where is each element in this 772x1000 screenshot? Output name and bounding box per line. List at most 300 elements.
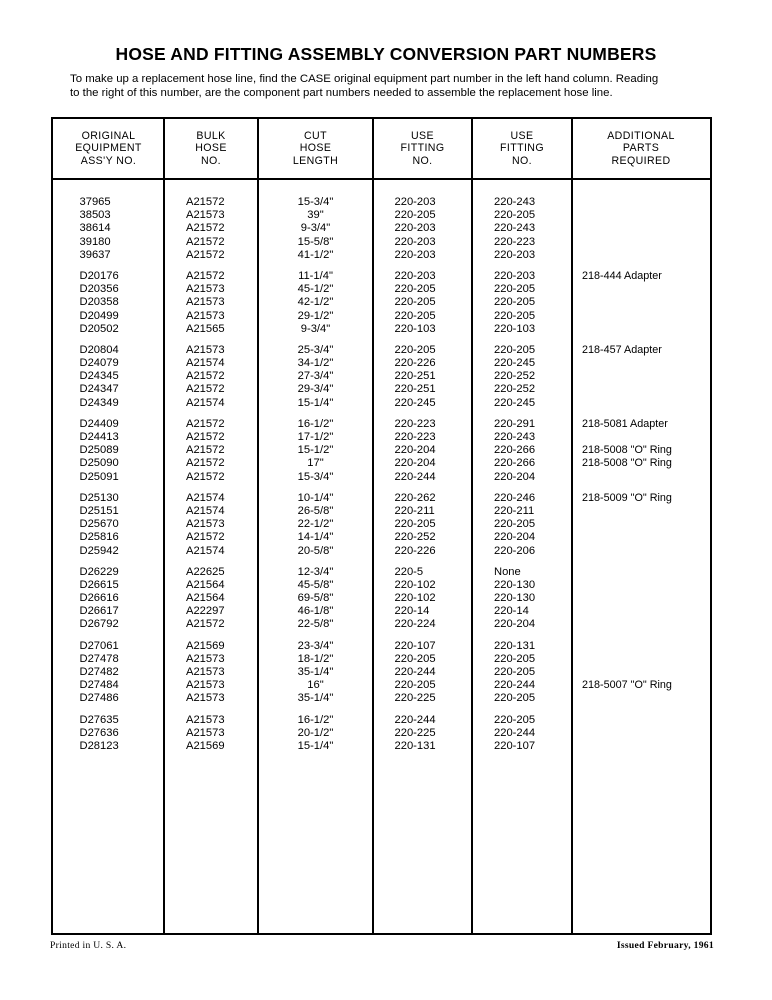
table-cell-additional-parts	[572, 640, 710, 653]
table-cell-use-fitting-2	[472, 283, 572, 296]
table-cell-additional-parts	[572, 344, 710, 357]
cell-value: D28123	[79, 739, 119, 752]
table-cell-bulk-hose	[164, 740, 258, 753]
column-header-additional-parts	[572, 119, 710, 178]
table-cell-use-fitting-1	[373, 505, 472, 518]
cell-value: A21574	[186, 357, 225, 370]
row-group	[164, 196, 258, 262]
cell-value: A21573	[186, 343, 225, 356]
row-group	[373, 566, 472, 632]
table-cell-original-equipment	[53, 310, 164, 323]
row-group	[572, 418, 710, 484]
table-cell-use-fitting-1	[373, 618, 472, 631]
cell-value: 39637	[79, 248, 111, 261]
cell-value: 220-225	[394, 692, 436, 705]
column-top-padding	[472, 180, 572, 196]
table-cell-cut-hose-length	[258, 640, 373, 653]
cell-value: A21572	[186, 248, 225, 261]
column-rule	[571, 119, 573, 933]
table-cell-bulk-hose	[164, 653, 258, 666]
cell-value: 220-205	[394, 283, 436, 296]
cell-value: D26617	[79, 605, 119, 618]
column-header-line: ASS'Y NO.	[80, 154, 137, 167]
table-cell-cut-hose-length	[258, 249, 373, 262]
column-header-line: FITTING	[500, 142, 544, 155]
table-cell-cut-hose-length	[258, 209, 373, 222]
cell-value: 22-1/2"	[297, 518, 334, 531]
cell-value: A21572	[186, 431, 225, 443]
table-cell-original-equipment	[53, 383, 164, 396]
row-group	[472, 492, 572, 558]
cell-value: D27635	[79, 713, 119, 726]
table-cell-bulk-hose	[164, 679, 258, 692]
table-cell-additional-parts	[572, 196, 710, 209]
cell-value: 45-5/8"	[297, 578, 334, 591]
table-cell-cut-hose-length	[258, 545, 373, 558]
cell-value: 15-1/4"	[297, 396, 334, 409]
column-header-line: EQUIPMENT	[75, 142, 142, 155]
column-additional-parts	[572, 180, 710, 933]
table-cell-additional-parts	[572, 383, 710, 396]
table-cell-additional-parts	[572, 397, 710, 410]
table-cell-original-equipment	[53, 471, 164, 484]
cell-value: 220-223	[394, 417, 436, 430]
row-group	[53, 344, 164, 410]
cell-value: 220-5	[394, 565, 424, 578]
table-cell-additional-parts	[572, 492, 710, 505]
cell-value: 39"	[307, 209, 324, 222]
row-group	[164, 714, 258, 754]
table-cell-cut-hose-length	[258, 740, 373, 753]
table-cell-use-fitting-2	[472, 666, 572, 679]
table-cell-use-fitting-2	[472, 357, 572, 370]
column-top-padding	[572, 180, 710, 196]
cell-value: 42-1/2"	[297, 296, 334, 309]
cell-value: A21573	[186, 679, 225, 692]
cell-value: D25130	[79, 491, 119, 504]
table-cell-cut-hose-length	[258, 566, 373, 579]
table-cell-use-fitting-2	[472, 457, 572, 470]
column-header-line: CUT	[304, 129, 327, 142]
row-group	[53, 270, 164, 336]
column-header-original-equipment	[53, 119, 164, 178]
cell-value: 11-1/4"	[298, 269, 333, 282]
column-header-line: PARTS	[622, 142, 660, 155]
cell-value: None	[494, 565, 521, 578]
column-header-line: ADDITIONAL	[607, 129, 675, 142]
cell-value: 220-103	[494, 322, 536, 335]
cell-value: 220-205	[394, 309, 436, 322]
table-cell-use-fitting-2	[472, 505, 572, 518]
table-cell-use-fitting-1	[373, 518, 472, 531]
cell-value: 218-444 Adapter	[582, 269, 662, 282]
row-group	[572, 196, 710, 262]
cell-value: 220-205	[494, 309, 536, 322]
table-cell-use-fitting-2	[472, 209, 572, 222]
table-cell-cut-hose-length	[258, 196, 373, 209]
column-header-line: BULK	[196, 129, 226, 142]
cell-value: 17-1/2"	[297, 431, 334, 443]
row-group	[53, 196, 164, 262]
cell-value: A21572	[186, 531, 225, 544]
cell-value: 220-130	[494, 592, 536, 605]
table-cell-bulk-hose	[164, 692, 258, 705]
cell-value: D26229	[79, 565, 119, 578]
table-cell-use-fitting-2	[472, 714, 572, 727]
cell-value: A21574	[186, 504, 225, 517]
table-cell-additional-parts	[572, 618, 710, 631]
cell-value: D25816	[79, 531, 119, 544]
column-rule	[372, 119, 374, 933]
table-cell-additional-parts	[572, 457, 710, 470]
table-cell-original-equipment	[53, 323, 164, 336]
row-group	[472, 418, 572, 484]
column-cut-hose-length	[258, 180, 373, 933]
cell-value: 38503	[79, 209, 111, 222]
table-cell-use-fitting-1	[373, 714, 472, 727]
cell-value: A21572	[186, 370, 225, 383]
table-cell-bulk-hose	[164, 592, 258, 605]
table-cell-cut-hose-length	[258, 431, 373, 444]
cell-value: D26792	[79, 618, 119, 631]
column-header-line: FITTING	[400, 142, 445, 155]
row-group	[373, 640, 472, 706]
column-rule	[257, 119, 259, 933]
cell-value: 45-1/2"	[297, 283, 334, 296]
cell-value: D25151	[79, 504, 119, 517]
cell-value: 16-1/2"	[297, 713, 334, 726]
table-cell-use-fitting-2	[472, 323, 572, 336]
cell-value: 218-5009 "O" Ring	[582, 491, 672, 504]
table-cell-additional-parts	[572, 531, 710, 544]
table-cell-use-fitting-2	[472, 605, 572, 618]
row-group	[164, 640, 258, 706]
cell-value: A21573	[186, 692, 225, 705]
row-group	[472, 714, 572, 754]
table-cell-use-fitting-1	[373, 344, 472, 357]
cell-value: 15-5/8"	[297, 235, 334, 248]
cell-value: 15-1/2"	[297, 444, 334, 457]
table-cell-bulk-hose	[164, 397, 258, 410]
table-cell-original-equipment	[53, 209, 164, 222]
row-group	[572, 344, 710, 410]
row-group	[472, 640, 572, 706]
cell-value: 22-5/8"	[297, 618, 334, 631]
cell-value: 220-223	[394, 431, 436, 443]
cell-value: A21574	[186, 491, 225, 504]
cell-value: 10-1/4"	[297, 491, 334, 504]
table-cell-cut-hose-length	[258, 357, 373, 370]
cell-value: 220-252	[494, 370, 536, 383]
table-cell-additional-parts	[572, 545, 710, 558]
table-cell-use-fitting-2	[472, 383, 572, 396]
table-cell-use-fitting-2	[472, 640, 572, 653]
column-header-line: LENGTH	[292, 154, 339, 167]
cell-value: 20-1/2"	[297, 726, 334, 739]
table-cell-use-fitting-2	[472, 545, 572, 558]
table-cell-bulk-hose	[164, 283, 258, 296]
cell-value: D24413	[79, 431, 119, 443]
table-cell-bulk-hose	[164, 457, 258, 470]
table-cell-original-equipment	[53, 236, 164, 249]
cell-value: 220-246	[494, 491, 536, 504]
cell-value: 220-205	[394, 679, 436, 692]
table-cell-original-equipment	[53, 457, 164, 470]
cell-value: 220-252	[394, 531, 436, 544]
table-cell-bulk-hose	[164, 727, 258, 740]
cell-value: 220-203	[394, 269, 436, 282]
cell-value: 220-205	[394, 296, 436, 309]
table-cell-cut-hose-length	[258, 592, 373, 605]
row-group	[53, 418, 164, 484]
table-cell-cut-hose-length	[258, 323, 373, 336]
table-cell-use-fitting-2	[472, 397, 572, 410]
table-cell-original-equipment	[53, 592, 164, 605]
table-cell-additional-parts	[572, 310, 710, 323]
table-cell-additional-parts	[572, 431, 710, 444]
table-cell-additional-parts	[572, 566, 710, 579]
cell-value: A21573	[186, 296, 225, 309]
table-cell-cut-hose-length	[258, 457, 373, 470]
table-cell-use-fitting-1	[373, 566, 472, 579]
cell-value: 220-252	[494, 383, 536, 396]
column-header-line: HOSE	[195, 142, 227, 155]
cell-value: 220-205	[494, 666, 536, 678]
cell-value: A21574	[186, 396, 225, 409]
cell-value: A21573	[186, 518, 225, 531]
cell-value: 29-3/4"	[297, 383, 334, 396]
cell-value: D27636	[79, 726, 119, 739]
cell-value: A22625	[186, 565, 225, 578]
cell-value: 220-226	[394, 544, 436, 557]
table-cell-use-fitting-2	[472, 727, 572, 740]
table-cell-bulk-hose	[164, 383, 258, 396]
column-use-fitting-1	[373, 180, 472, 933]
cell-value: 15-1/4"	[297, 739, 334, 752]
table-cell-additional-parts	[572, 357, 710, 370]
table-cell-additional-parts	[572, 209, 710, 222]
row-group	[373, 270, 472, 336]
cell-value: 218-5007 "O" Ring	[582, 679, 672, 692]
table-cell-use-fitting-1	[373, 431, 472, 444]
table-cell-original-equipment	[53, 640, 164, 653]
cell-value: D24349	[79, 396, 119, 409]
cell-value: 220-266	[494, 457, 536, 470]
table-cell-use-fitting-2	[472, 592, 572, 605]
table-cell-use-fitting-1	[373, 296, 472, 309]
cell-value: 220-224	[394, 618, 436, 631]
cell-value: D20804	[79, 343, 119, 356]
cell-value: 18-1/2"	[297, 652, 334, 665]
column-header-line: USE	[411, 129, 434, 142]
table-cell-use-fitting-2	[472, 444, 572, 457]
cell-value: 15-3/4"	[297, 196, 334, 208]
cell-value: 220-245	[494, 396, 536, 409]
cell-value: 218-457 Adapter	[582, 343, 662, 356]
cell-value: 39180	[79, 235, 111, 248]
table-cell-additional-parts	[572, 505, 710, 518]
table-cell-use-fitting-1	[373, 196, 472, 209]
column-use-fitting-2	[472, 180, 572, 933]
table-cell-additional-parts	[572, 592, 710, 605]
table-cell-additional-parts	[572, 518, 710, 531]
cell-value: D25090	[79, 457, 119, 470]
cell-value: 35-1/4"	[297, 666, 334, 678]
table-cell-use-fitting-1	[373, 310, 472, 323]
table-cell-bulk-hose	[164, 640, 258, 653]
column-rule	[471, 119, 473, 933]
table-cell-original-equipment	[53, 566, 164, 579]
table-cell-additional-parts	[572, 296, 710, 309]
cell-value: 218-5008 "O" Ring	[582, 444, 672, 457]
table-cell-cut-hose-length	[258, 666, 373, 679]
table-cell-use-fitting-1	[373, 666, 472, 679]
table-cell-original-equipment	[53, 357, 164, 370]
cell-value: A21574	[186, 544, 225, 557]
cell-value: 220-205	[494, 209, 536, 222]
table-cell-additional-parts	[572, 323, 710, 336]
table-cell-additional-parts	[572, 444, 710, 457]
cell-value: A22297	[186, 605, 225, 618]
table-cell-additional-parts	[572, 270, 710, 283]
table-cell-original-equipment	[53, 505, 164, 518]
table-cell-bulk-hose	[164, 222, 258, 235]
table-cell-bulk-hose	[164, 296, 258, 309]
footer-printed-in: Printed in U. S. A.	[50, 940, 127, 951]
table-cell-bulk-hose	[164, 196, 258, 209]
row-group	[258, 714, 373, 754]
table-cell-use-fitting-1	[373, 397, 472, 410]
table-cell-original-equipment	[53, 653, 164, 666]
cell-value: 41-1/2"	[297, 248, 334, 261]
cell-value: 220-14	[394, 605, 430, 618]
table-cell-original-equipment	[53, 618, 164, 631]
table-cell-original-equipment	[53, 270, 164, 283]
column-header-line: REQUIRED	[611, 154, 671, 167]
cell-value: 220-262	[394, 491, 436, 504]
footer-issued-date: Issued February, 1961	[616, 940, 714, 951]
table-cell-use-fitting-1	[373, 471, 472, 484]
table-cell-use-fitting-1	[373, 545, 472, 558]
cell-value: A21572	[186, 470, 225, 483]
cell-value: A21572	[186, 457, 225, 470]
cell-value: 220-107	[394, 639, 436, 652]
table-cell-use-fitting-2	[472, 740, 572, 753]
cell-value: A21573	[186, 209, 225, 222]
table-cell-use-fitting-2	[472, 370, 572, 383]
cell-value: 218-5008 "O" Ring	[582, 457, 672, 470]
table-cell-additional-parts	[572, 666, 710, 679]
cell-value: 34-1/2"	[297, 357, 334, 370]
table-cell-original-equipment	[53, 431, 164, 444]
cell-value: A21572	[186, 235, 225, 248]
table-cell-additional-parts	[572, 714, 710, 727]
row-group	[373, 714, 472, 754]
cell-value: 220-205	[494, 652, 536, 665]
cell-value: 220-130	[494, 578, 536, 591]
table-cell-additional-parts	[572, 653, 710, 666]
table-cell-cut-hose-length	[258, 518, 373, 531]
cell-value: 16"	[307, 679, 324, 692]
table-cell-cut-hose-length	[258, 579, 373, 592]
cell-value: 69-5/8"	[297, 592, 334, 605]
table-cell-cut-hose-length	[258, 222, 373, 235]
cell-value: A21573	[186, 713, 225, 726]
table-cell-original-equipment	[53, 679, 164, 692]
cell-value: D27061	[79, 639, 119, 652]
cell-value: D25942	[79, 544, 119, 557]
table-cell-use-fitting-2	[472, 418, 572, 431]
table-cell-use-fitting-2	[472, 471, 572, 484]
table-cell-original-equipment	[53, 370, 164, 383]
table-cell-cut-hose-length	[258, 370, 373, 383]
cell-value: A21572	[186, 417, 225, 430]
cell-value: 220-291	[494, 417, 536, 430]
row-group	[53, 640, 164, 706]
cell-value: 9-3/4"	[300, 222, 331, 235]
table-cell-cut-hose-length	[258, 344, 373, 357]
table-cell-original-equipment	[53, 727, 164, 740]
cell-value: 220-102	[394, 592, 436, 605]
cell-value: 46-1/8"	[297, 605, 334, 618]
table-cell-cut-hose-length	[258, 653, 373, 666]
cell-value: 220-204	[494, 470, 536, 483]
cell-value: 220-205	[494, 518, 536, 531]
table-cell-use-fitting-2	[472, 196, 572, 209]
table-cell-bulk-hose	[164, 531, 258, 544]
cell-value: 220-244	[394, 713, 436, 726]
table-cell-original-equipment	[53, 418, 164, 431]
cell-value: 29-1/2"	[297, 309, 334, 322]
cell-value: 17"	[307, 457, 324, 470]
table-cell-use-fitting-1	[373, 357, 472, 370]
table-cell-use-fitting-1	[373, 418, 472, 431]
row-group	[164, 566, 258, 632]
cell-value: D20502	[79, 322, 119, 335]
table-body	[53, 180, 710, 933]
row-group	[472, 196, 572, 262]
column-rule	[163, 119, 165, 933]
column-header-line: NO.	[511, 154, 533, 167]
row-group	[164, 418, 258, 484]
column-bulk-hose	[164, 180, 258, 933]
table-cell-additional-parts	[572, 740, 710, 753]
column-top-padding	[258, 180, 373, 196]
cell-value: A21573	[186, 283, 225, 296]
table-cell-use-fitting-2	[472, 692, 572, 705]
cell-value: 220-225	[394, 726, 436, 739]
table-cell-use-fitting-1	[373, 383, 472, 396]
cell-value: 220-103	[394, 322, 436, 335]
table-cell-bulk-hose	[164, 270, 258, 283]
table-cell-original-equipment	[53, 222, 164, 235]
table-cell-cut-hose-length	[258, 270, 373, 283]
cell-value: 15-3/4"	[297, 470, 334, 483]
row-group	[53, 566, 164, 632]
cell-value: 220-243	[494, 222, 536, 235]
row-group	[258, 344, 373, 410]
cell-value: A21572	[186, 618, 225, 631]
table-cell-bulk-hose	[164, 666, 258, 679]
table-cell-use-fitting-1	[373, 323, 472, 336]
table-cell-use-fitting-2	[472, 310, 572, 323]
table-cell-additional-parts	[572, 471, 710, 484]
cell-value: 16-1/2"	[297, 417, 334, 430]
cell-value: 218-5081 Adapter	[582, 417, 668, 430]
table-cell-use-fitting-1	[373, 640, 472, 653]
table-cell-use-fitting-2	[472, 270, 572, 283]
row-group	[572, 640, 710, 706]
